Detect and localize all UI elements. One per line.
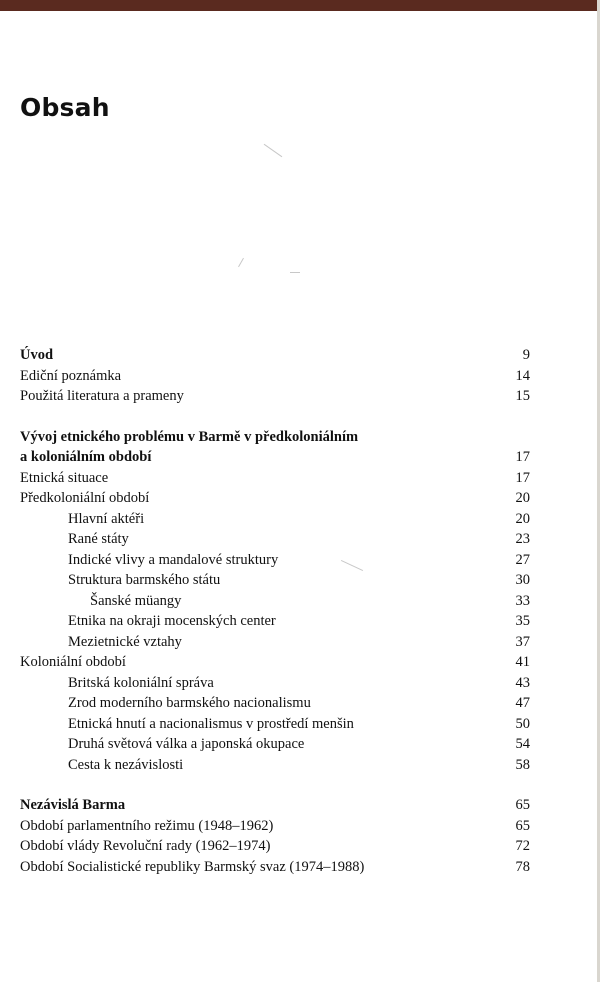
toc-entry-page-number: 78 <box>515 858 530 875</box>
toc-entry <box>20 652 530 673</box>
toc-entry-page-number: 15 <box>515 388 530 404</box>
toc-entry-title: Nezávislá Barma <box>20 797 126 813</box>
toc-entry-page-number: 47 <box>515 695 530 711</box>
toc-entry <box>20 714 530 735</box>
toc-entry-page-number: 20 <box>515 490 530 506</box>
toc-entry <box>20 386 530 407</box>
toc-entry-page-number: 30 <box>515 572 530 588</box>
toc-entry-page-number: 65 <box>515 797 530 813</box>
toc-entry-title: Použitá literatura a prameny <box>20 388 184 404</box>
table-of-contents <box>20 345 530 877</box>
toc-entry <box>20 468 530 489</box>
toc-entry-page-number: 20 <box>515 510 530 527</box>
toc-entry-title: Koloniální období <box>20 654 126 670</box>
toc-entry-title: Etnická situace <box>20 469 109 486</box>
toc-entry <box>20 591 530 612</box>
section-gap <box>20 775 530 795</box>
toc-entry-title: Období parlamentního režimu (1948–1962) <box>20 817 274 834</box>
toc-entry-title: Předkoloniální období <box>20 490 150 506</box>
toc-entry <box>20 673 530 694</box>
toc-entry-title: Hlavní aktéři <box>68 510 145 527</box>
toc-entry-title: Etnická hnutí a nacionalismus v prostředí menšin <box>68 715 354 732</box>
toc-entry-page-number: 50 <box>515 715 530 732</box>
toc-entry-page-number: 65 <box>515 817 530 834</box>
toc-entry-page-number: 54 <box>515 736 530 752</box>
toc-entry-title: Ediční poznámka <box>20 367 122 384</box>
scan-speck <box>264 144 283 157</box>
toc-entry <box>20 447 530 468</box>
toc-entry-page-number: 43 <box>515 674 530 691</box>
toc-entry <box>20 632 530 653</box>
toc-entry-title: Vývoj etnického problému v Barmě v předkoloniálním <box>20 428 359 445</box>
toc-entry <box>20 529 530 550</box>
toc-entry <box>20 488 530 509</box>
toc-entry-page-number: 58 <box>515 756 530 773</box>
toc-entry-title: Rané státy <box>68 531 129 547</box>
toc-entry-title: Období Socialistické republiky Barmský svaz (1974–1988) <box>20 858 365 875</box>
toc-entry-title: Období vlády Revoluční rady (1962–1974) <box>20 838 271 854</box>
toc-entry-title: Šanské müangy <box>90 592 182 609</box>
toc-entry <box>20 345 530 366</box>
toc-entry-page-number: 9 <box>522 347 530 363</box>
cover-edge-strip <box>0 0 600 11</box>
toc-entry <box>20 836 530 857</box>
toc-entry <box>20 550 530 571</box>
toc-entry-title: Druhá světová válka a japonská okupace <box>68 736 305 752</box>
toc-entry-title: Cesta k nezávislosti <box>68 756 184 773</box>
toc-entry <box>20 693 530 714</box>
toc-entry <box>20 857 530 878</box>
toc-entry-page-number: 23 <box>515 531 530 547</box>
toc-entry-title: Britská koloniální správa <box>68 674 214 691</box>
toc-entry-title: Zrod moderního barmského nacionalismu <box>68 695 311 711</box>
toc-entry-page-number: 14 <box>515 367 530 384</box>
toc-entry <box>20 427 530 448</box>
toc-entry-page-number: 27 <box>515 551 530 568</box>
toc-entry-page-number: 37 <box>515 633 530 650</box>
toc-entry-page-number: 35 <box>515 613 530 629</box>
toc-entry <box>20 795 530 816</box>
section-gap <box>20 407 530 427</box>
toc-entry <box>20 611 530 632</box>
toc-entry-page-number: 41 <box>515 654 530 670</box>
toc-entry-page-number: 72 <box>515 838 530 854</box>
toc-entry-title: Úvod <box>20 347 54 363</box>
toc-entry-title: Indické vlivy a mandalové struktury <box>68 551 279 568</box>
toc-entry <box>20 509 530 530</box>
toc-entry-page-number: 17 <box>515 449 530 465</box>
toc-entry <box>20 755 530 776</box>
toc-entry <box>20 734 530 755</box>
toc-entry-title: Struktura barmského státu <box>68 572 221 588</box>
toc-entry-title: Etnika na okraji mocenských center <box>68 613 276 629</box>
page-title: Obsah <box>20 93 110 122</box>
toc-entry <box>20 366 530 387</box>
scan-speck <box>290 272 300 273</box>
toc-entry <box>20 570 530 591</box>
toc-entry-page-number: 33 <box>515 592 530 609</box>
toc-entry-page-number: 17 <box>515 469 530 486</box>
scan-speck <box>238 258 244 267</box>
toc-entry <box>20 816 530 837</box>
toc-entry-title: Mezietnické vztahy <box>68 633 182 650</box>
toc-entry-title: a koloniálním období <box>20 449 152 465</box>
